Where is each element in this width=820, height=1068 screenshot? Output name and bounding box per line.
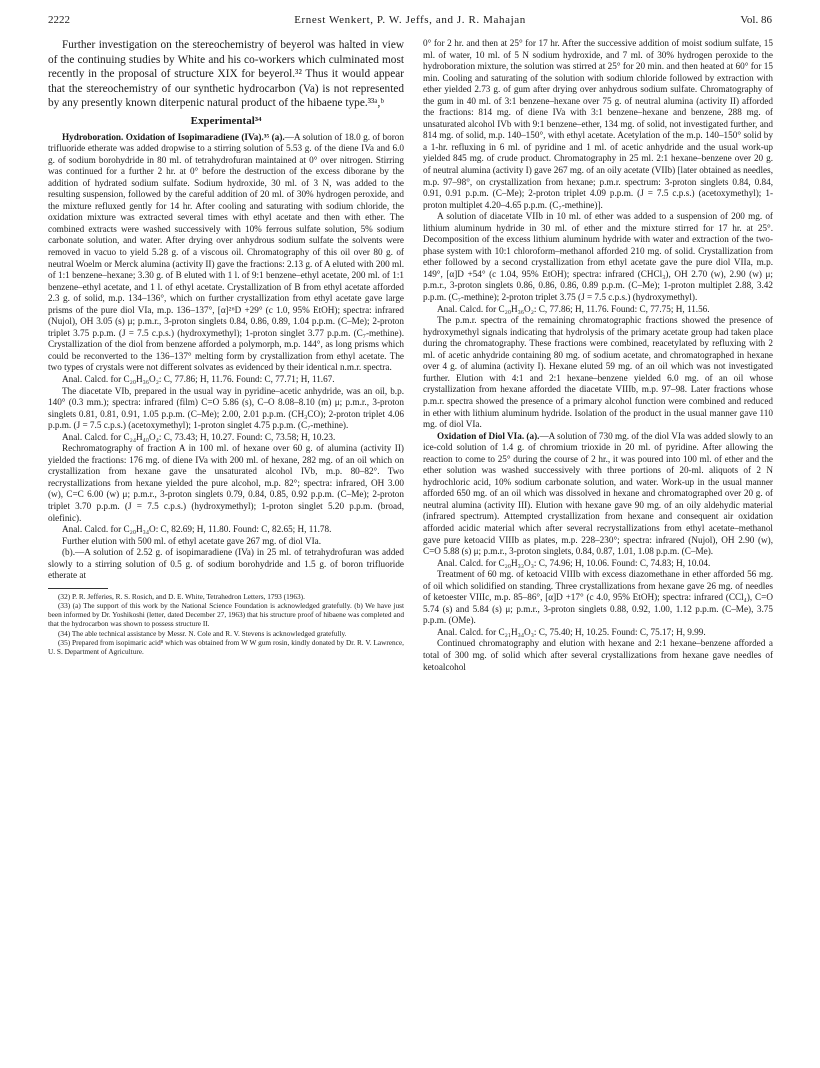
oxidation-heading: Oxidation of Diol VIa. (a). (437, 430, 540, 441)
section-title-experimental: Experimental³⁴ (190, 114, 262, 127)
footnote-35: (35) Prepared from isopimaric acid⁸ which was obtained from W W gum rosin, kindly donated by Dr. R. V. Lawrence, U. S. Department of Agriculture. (48, 637, 404, 657)
rechromatography-paragraph: Rechromatography of fraction A in 100 ml. of hexane over 60 g. of alumina (activity II) yielded the fractions: 176 mg. of diene IVa with 200 ml. of hexane, 282 mg. of an oil which on crystallization from hexane gave the unsaturated alcohol IVb, m.p. 80–82°. Two recrystallizations from hexane yielded the pure alcohol, m.p. 82°; spectra: infrared, OH 3.00 (w), C=C 6.00 (w) μ; p.m.r., 3-proton singlets 0.79, 0.84, 0.85, 0.92 p.p.m. (C–Me); 2-proton triplet 3.70 p.p.m. (J = 7.5 c.p.s.) (hydroxymethyl); 1-proton singlet 5.20 p.p.m. (broad, olefinic). (48, 443, 404, 523)
analysis-paragraph: Anal. Calcd. for C₂₀H₃₆O₂: C, 77.86; H, 11.76. Found: C, 77.75; H, 11.56. (437, 303, 710, 314)
running-header (48, 14, 772, 32)
diacetate-paragraph: The diacetate VIb, prepared in the usual way in pyridine–acetic anhydride, was an oil, b.p. 140° (0.3 mm.); spectra: infrared (film) C=O 5.86 (s), C–O 8.08–8.10 (m) μ; p.m.r., 3-proton singlets 0.81, 0.81, 0.91, 1.05 p.p.m. (C–Me); 2.00, 2.01 p.p.m. (CH₃CO); 2-proton triplet 4.06 p.p.m. (J = 7.5 c.p.s.) (acetoxymethyl); 1-proton singlet 4.75 p.p.m. (C₇-methine). (48, 385, 404, 431)
right-column (423, 38, 773, 673)
intro-paragraph: Further investigation on the stereochemistry of beyerol was halted in view of the continuing studies by White and his co-workers which culminated most recently in the proposal of structure XIX for beyerol.³² Thus it would appear that the stereochemistry of our synthetic hydrocarbon (Va) is not represented by any presently known diterpenic natural product of the hibaene type.³³ᵃ,ᵇ (48, 39, 404, 110)
oxidation-paragraph (423, 431, 773, 558)
left-column (48, 38, 404, 656)
hydroboration-heading: Hydroboration. Oxidation of Isopimaradiene (IVa).³⁵ (a). (62, 131, 285, 142)
analysis-paragraph: Anal. Calcd. for C₂₀H₃₂O₃: C, 74.96; H, 10.06. Found: C, 74.83; H, 10.04. (437, 557, 711, 568)
analysis-paragraph: Anal. Calcd. for C₂₀H₃₆O₂: C, 77.86; H, 11.76. Found: C, 77.71; H, 11.67. (62, 374, 335, 384)
footnotes (48, 592, 404, 656)
page-number: 2222 (48, 14, 70, 26)
analysis-paragraph: Anal. Calcd. for C₂₄H₄₀O₄: C, 73.43; H, 10.27. Found: C, 73.58; H, 10.23. (62, 431, 336, 442)
hydroboration-text: —A solution of 18.0 g. of boron trifluoride etherate was added dropwise to a stirring solution of 5.53 g. of the diene IVa and 6.0 g. of sodium borohydride in 80 ml. of tetrahydrofuran maintained at 0° over nitrogen. Stirring was continued for a further 2 hr. at 0° before the destruction of the excess diborane by the addition of hydrated sodium sulfate. Sodium hydroxide, 30 ml. of 3 N, was added to the resulting suspension, followed by the careful addition of 20 ml. of 30% hydrogen peroxide, and the mixture refluxed gently for 14 hr. After cooling and saturating with sodium chloride, the oxidation mixture was extracted several times with ethyl acetate and then with ether. The combined extracts were washed successively with 10% ferrous sulfate solution, 5% sodium carbonate solution, and water. After drying over anhydrous sodium sulfate the solvents were removed in vacuo to yield 5.28 g. of a viscous oil. Chromatography of this oil over 80 g. of neutral Woelm or Merck alumina (activity II) gave the fractions: 2.13 g. of A eluted with 200 ml. of 1:1 benzene–hexane; 3.30 g. of B eluted with 1 l. of 9:1 benzene–ethyl acetate, 200 ml. of 1:1 benzene–ethyl acetate, and 1 l. of ethyl acetate. Crystallization of B from ethyl acetate afforded 2.3 g. of solid, m.p. 134–136°, which on further crystallization from ethyl acetate gave large prisms of the pure diol VIa, m.p. 136–137°, [α]²⁶D +29° (c 1.0, 95% EtOH); spectra: infrared (Nujol), OH 3.05 (s) μ; p.m.r., 3-proton singlets 0.84, 0.86, 0.89, 1.04 p.p.m. (C–Me); 2-proton triplet 3.75 p.p.m. (J = 7.5 c.p.s.) (hydroxymethyl); 1-proton singlet 3.77 p.p.m. (C₇-methine). Crystallization of the diol from benzene afforded a polymorph, m.p. 144°, as long prisms which could be reconverted to the 136–137° melting form by crystallization from ethyl acetate. The two types of crystals were not different solvates as evidenced by their identical n.m.r. spectra. (48, 131, 404, 373)
analysis-paragraph: Anal. Calcd. for C₂₀H₃₄O: C, 82.69; H, 11.80. Found: C, 82.65; H, 11.78. (62, 524, 332, 535)
running-title-authors: Ernest Wenkert, P. W. Jeffs, and J. R. Mahajan (294, 14, 526, 26)
pmr-fractions-paragraph: The p.m.r. spectra of the remaining chromatographic fractions showed the presence of hydroxymethyl signals indicating that hydrolysis of the primary acetate group had taken place during the chromatography. These fractions were combined, reacetylated by refluxing with 2 ml. of acetic anhydride containing 80 mg. of sodium acetate, and chromatographed in hexane over 4 g. of alumina (activity I). Hexane eluted 59 mg. of an oil which was not investigated further. Elution with 4:1 and 2:1 hexane–benzene yielded 6.0 mg. of an oil whose crystallization from hexane afforded the diacetate VIIIb, m.p. 97–98. Later fractions whose p.m.r. spectra showed the presence of a primary alcohol function were combined and reduced in ether with lithium aluminum hydride. Isolation of the product in the usual manner gave 110 mg. of diol VIa. (423, 315, 773, 430)
diacetate-reduction-paragraph: A solution of diacetate VIIb in 10 ml. of ether was added to a suspension of 200 mg. of lithium aluminum hydride in 30 ml. of ether and the mixture stirred for 17 hr. at 25°. Decomposition of the excess lithium aluminum hydride with water and extraction of the two-phase system with 10:1 chloroform–methanol afforded 210 mg. of solid. Crystallization from ether followed by a second crystallization from ethyl acetate gave the pure diol VIIa, m.p. 149°, [α]D +54° (c 1.04, 95% EtOH); spectra: infrared (CHCl₃), OH 2.70 (w), 2.90 (w) μ; p.m.r., 3-proton singlets 0.86, 0.86, 0.86, 0.89 p.p.m. (C–Me); 1-proton multiplet 2.88, 3.42 p.p.m. (C₇-methine); 2-proton triplet 3.75 (J = 7.5 c.p.s.) (hydroxymethyl). (423, 211, 773, 303)
continued-chromatography-paragraph: Continued chromatography and elution with hexane and 2:1 hexane–benzene afforded a total of 300 mg. of solid which after several crystallizations from hexane gave needles of ketoalcohol (423, 638, 773, 672)
footnote-33: (33) (a) The support of this work by the National Science Foundation is acknowledged gratefully. (b) We have just been informed by Dr. Yoshikoshi (letter, dated December 27, 1963) that his structure proof of hibaene was completed and that the hydrocarbon was shown to possess structure II. (48, 601, 404, 629)
elution-paragraph: Further elution with 500 ml. of ethyl acetate gave 267 mg. of diol VIa. (62, 535, 322, 546)
volume-label: Vol. 86 (740, 14, 772, 26)
footnote-34: (34) The able technical assistance by Messr. N. Cole and R. V. Stevens is acknowledged gratefully. (58, 628, 347, 638)
ketoacid-paragraph: Treatment of 60 mg. of ketoacid VIIIb with excess diazomethane in ether afforded 56 mg. of oil which solidified on standing. Three crystallizations from hexane gave 26 mg. of needles of ketoester VIIIc, m.p. 85–86°, [α]D +17° (c 4.0, 95% EtOH); spectra: infrared (CCl₄), C=O 5.74 (s) and 5.84 (s) μ; p.m.r., 3-proton singlets 0.88, 0.92, 1.00, 1.12 p.p.m. (C–Me), 3.75 p.p.m. (OMe). (423, 569, 773, 626)
hydroboration-paragraph (48, 132, 404, 374)
analysis-paragraph: Anal. Calcd. for C₂₁H₃₄O₃: C, 75.40; H, 10.25. Found: C, 75.17; H, 9.99. (437, 626, 706, 637)
footnote-32: (32) P. R. Jefferies, R. S. Rosich, and D. E. White, Tetrahedron Letters, 1793 (1963). (58, 591, 305, 601)
procedure-b-paragraph: (b).—A solution of 2.52 g. of isopimaradiene (IVa) in 25 ml. of tetrahydrofuran was added slowly to a stirring solution of 0.5 g. of sodium borohydride and 1.5 g. of boron trifluoride etherate at (48, 547, 404, 581)
footnote-divider (48, 588, 108, 589)
oxidation-text: —A solution of 730 mg. of the diol VIa was added slowly to an ice-cold solution of 1.4 g. of chromium trioxide in 20 ml. of pyridine. After allowing the reaction to come to 25° during the course of 2 hr., it was poured into 100 ml. of ether and the ether solution was washed successively with three portions of 20-ml. aliquots of 2 N hydrochloric acid, 10% sodium carbonate solution, and water. Work-up in the usual manner afforded 650 mg. of an oil which was dissolved in hexane and chromatographed over 20 g. of neutral alumina (activity III). Elution with hexane gave 90 mg. of an oily aldehydic material (infrared spectrum). Attempted crystallization from hexane and consequent air oxidation afforded acidic material which after several recrystallizations from ethyl acetate–methanol gave pure ketoacid VIIIb as plates, m.p. 228–230°; spectra: infrared (Nujol), OH 2.90 (w), C=O 5.88 (s) μ; p.m.r., 3-proton singlets, 0.84, 0.87, 1.01, 1.08 p.p.m. (C–Me). (423, 430, 774, 557)
continuation-paragraph: 0° for 2 hr. and then at 25° for 17 hr. After the successive addition of moist sodium sulfate, 15 ml. of water, 10 ml. of 5 N sodium hydroxide, and 7 ml. of 30% hydrogen peroxide to the hydroboration mixture, the solution was stirred at 25° for 20 min. and then heated at 60° for 15 min. Cooling and saturating of the solution with sodium chloride followed by extraction with ether yielded 2.73 g. of gum after drying over anhydrous sodium sulfate. Chromatography of the gum in 40 ml. of 3:1 benzene–hexane over 75 g. of neutral alumina (activity II) afforded the fractions: 814 mg. of diene IVa with 3:1 benzene–hexane and benzene, 288 mg. of unsaturated alcohol IVb with 9:1 benzene–ether, 134 mg. of solid, not investigated further, and 814 mg. of solid, m.p. 140–150°, with ethyl acetate. Acetylation of the m.p. 140–150° solid by a 1-hr. refluxing in 6 ml. of pyridine and 1 ml. of acetic anhydride and the usual work-up yielded 845 mg. of crude product. Chromatography in 25 ml. 2:1 hexane–benzene over 20 g. of neutral alumina (activity I) gave 267 mg. of an oily acetate (VIIb) [later obtained as needles, m.p. 97–98°, on crystallization from hexane; p.m.r. spectrum: 3-proton singlets 0.84, 0.84, 0.91, 0.91 p.p.m. (C–Me); 2-proton triplet 4.09 p.p.m. (J = 7.5 c.p.s.) (acetoxymethyl); 1-proton multiplet 4.20–4.65 p.p.m. (C₇-methine)]. (423, 38, 773, 210)
